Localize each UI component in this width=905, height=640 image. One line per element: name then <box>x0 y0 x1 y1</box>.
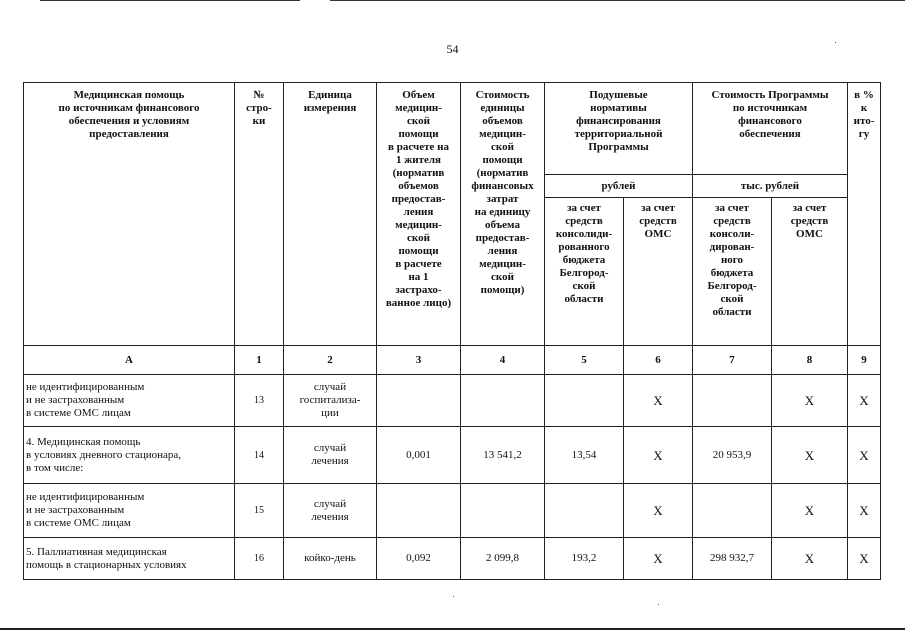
column-number: 8 <box>772 346 848 375</box>
column-number: 6 <box>624 346 693 375</box>
header-unit: Единица измерения <box>284 83 377 346</box>
row-volume <box>377 484 461 538</box>
header-per-capita-oms: за счет средств ОМС <box>624 198 693 346</box>
row-program-budget <box>693 375 772 427</box>
row-program-oms: X <box>772 375 848 427</box>
row-percent: X <box>848 375 881 427</box>
column-number: 4 <box>461 346 545 375</box>
header-per-capita: Подушевые нормативы финансирования территориальной Программы <box>545 83 693 175</box>
header-program-budget: за счет средств консоли- дирован- ного бюджета Белгород- ской области <box>693 198 772 346</box>
row-percent: X <box>848 427 881 484</box>
row-per-capita-budget: 13,54 <box>545 427 624 484</box>
page-number: 54 <box>446 42 459 56</box>
row-per-capita-budget: 193,2 <box>545 538 624 580</box>
header-program-oms: за счет средств ОМС <box>772 198 848 346</box>
row-program-oms: X <box>772 484 848 538</box>
row-line-number: 16 <box>235 538 284 580</box>
table-row <box>24 375 881 427</box>
column-number-row <box>24 346 881 375</box>
row-volume: 0,001 <box>377 427 461 484</box>
scan-speck <box>835 42 836 43</box>
column-number: 5 <box>545 346 624 375</box>
row-per-capita-oms: X <box>624 484 693 538</box>
row-per-capita-oms: X <box>624 538 693 580</box>
header-percent: в % к ито- гу <box>848 83 881 346</box>
table-row <box>24 427 881 484</box>
top-scan-rule-right <box>330 0 905 1</box>
row-percent: X <box>848 484 881 538</box>
header-line-number: № стро- ки <box>235 83 284 346</box>
header-per-capita-budget: за счет средств консолиди- рованного бюджета Белгород- ской области <box>545 198 624 346</box>
column-number: 9 <box>848 346 881 375</box>
scan-speck <box>658 604 659 605</box>
row-unit: случай лечения <box>284 484 377 538</box>
column-number: 2 <box>284 346 377 375</box>
header-volume: Объем медицин- ской помощи в расчете на 1 жителя (норматив объемов предостав- ления медицин- ской помощи в расчете на 1 застрахо- ванное лицо) <box>377 83 461 346</box>
column-number: 1 <box>235 346 284 375</box>
bottom-scan-rule <box>0 628 905 630</box>
row-unit-cost: 13 541,2 <box>461 427 545 484</box>
column-number: 7 <box>693 346 772 375</box>
row-unit-cost <box>461 484 545 538</box>
row-program-budget: 298 932,7 <box>693 538 772 580</box>
row-program-budget: 20 953,9 <box>693 427 772 484</box>
row-care-type: не идентифицированным и не застрахованным в системе ОМС лицам <box>24 484 235 538</box>
row-line-number: 15 <box>235 484 284 538</box>
column-number: А <box>24 346 235 375</box>
row-care-type: не идентифицированным и не застрахованным в системе ОМС лицам <box>24 375 235 427</box>
row-per-capita-budget <box>545 484 624 538</box>
row-unit-cost: 2 099,8 <box>461 538 545 580</box>
row-unit: случай госпитализа- ции <box>284 375 377 427</box>
row-program-budget <box>693 484 772 538</box>
header-unit-cost: Стоимость единицы объемов медицин- ской помощи (норматив финансовых затрат на единицу объема предостав- ления медицин- ской помощи) <box>461 83 545 346</box>
row-per-capita-oms: X <box>624 375 693 427</box>
scan-speck <box>453 596 454 597</box>
row-per-capita-oms: X <box>624 427 693 484</box>
header-program-cost: Стоимость Программы по источникам финансового обеспечения <box>693 83 848 175</box>
row-volume: 0,092 <box>377 538 461 580</box>
row-percent: X <box>848 538 881 580</box>
top-scan-rule-left <box>40 0 300 1</box>
table-row <box>24 484 881 538</box>
row-unit: случай лечения <box>284 427 377 484</box>
row-program-oms: X <box>772 427 848 484</box>
column-number: 3 <box>377 346 461 375</box>
row-line-number: 13 <box>235 375 284 427</box>
units-thousand-rubles: тыс. рублей <box>693 175 848 198</box>
medical-care-cost-table <box>23 82 881 580</box>
row-unit-cost <box>461 375 545 427</box>
row-per-capita-budget <box>545 375 624 427</box>
table-row <box>24 538 881 580</box>
row-care-type: 5. Паллиативная медицинская помощь в стационарных условиях <box>24 538 235 580</box>
header-care-type: Медицинская помощь по источникам финансового обеспечения и условиям предоставления <box>24 83 235 346</box>
row-program-oms: X <box>772 538 848 580</box>
row-line-number: 14 <box>235 427 284 484</box>
row-care-type: 4. Медицинская помощь в условиях дневного стационара, в том числе: <box>24 427 235 484</box>
units-rubles: рублей <box>545 175 693 198</box>
row-volume <box>377 375 461 427</box>
row-unit: койко-день <box>284 538 377 580</box>
